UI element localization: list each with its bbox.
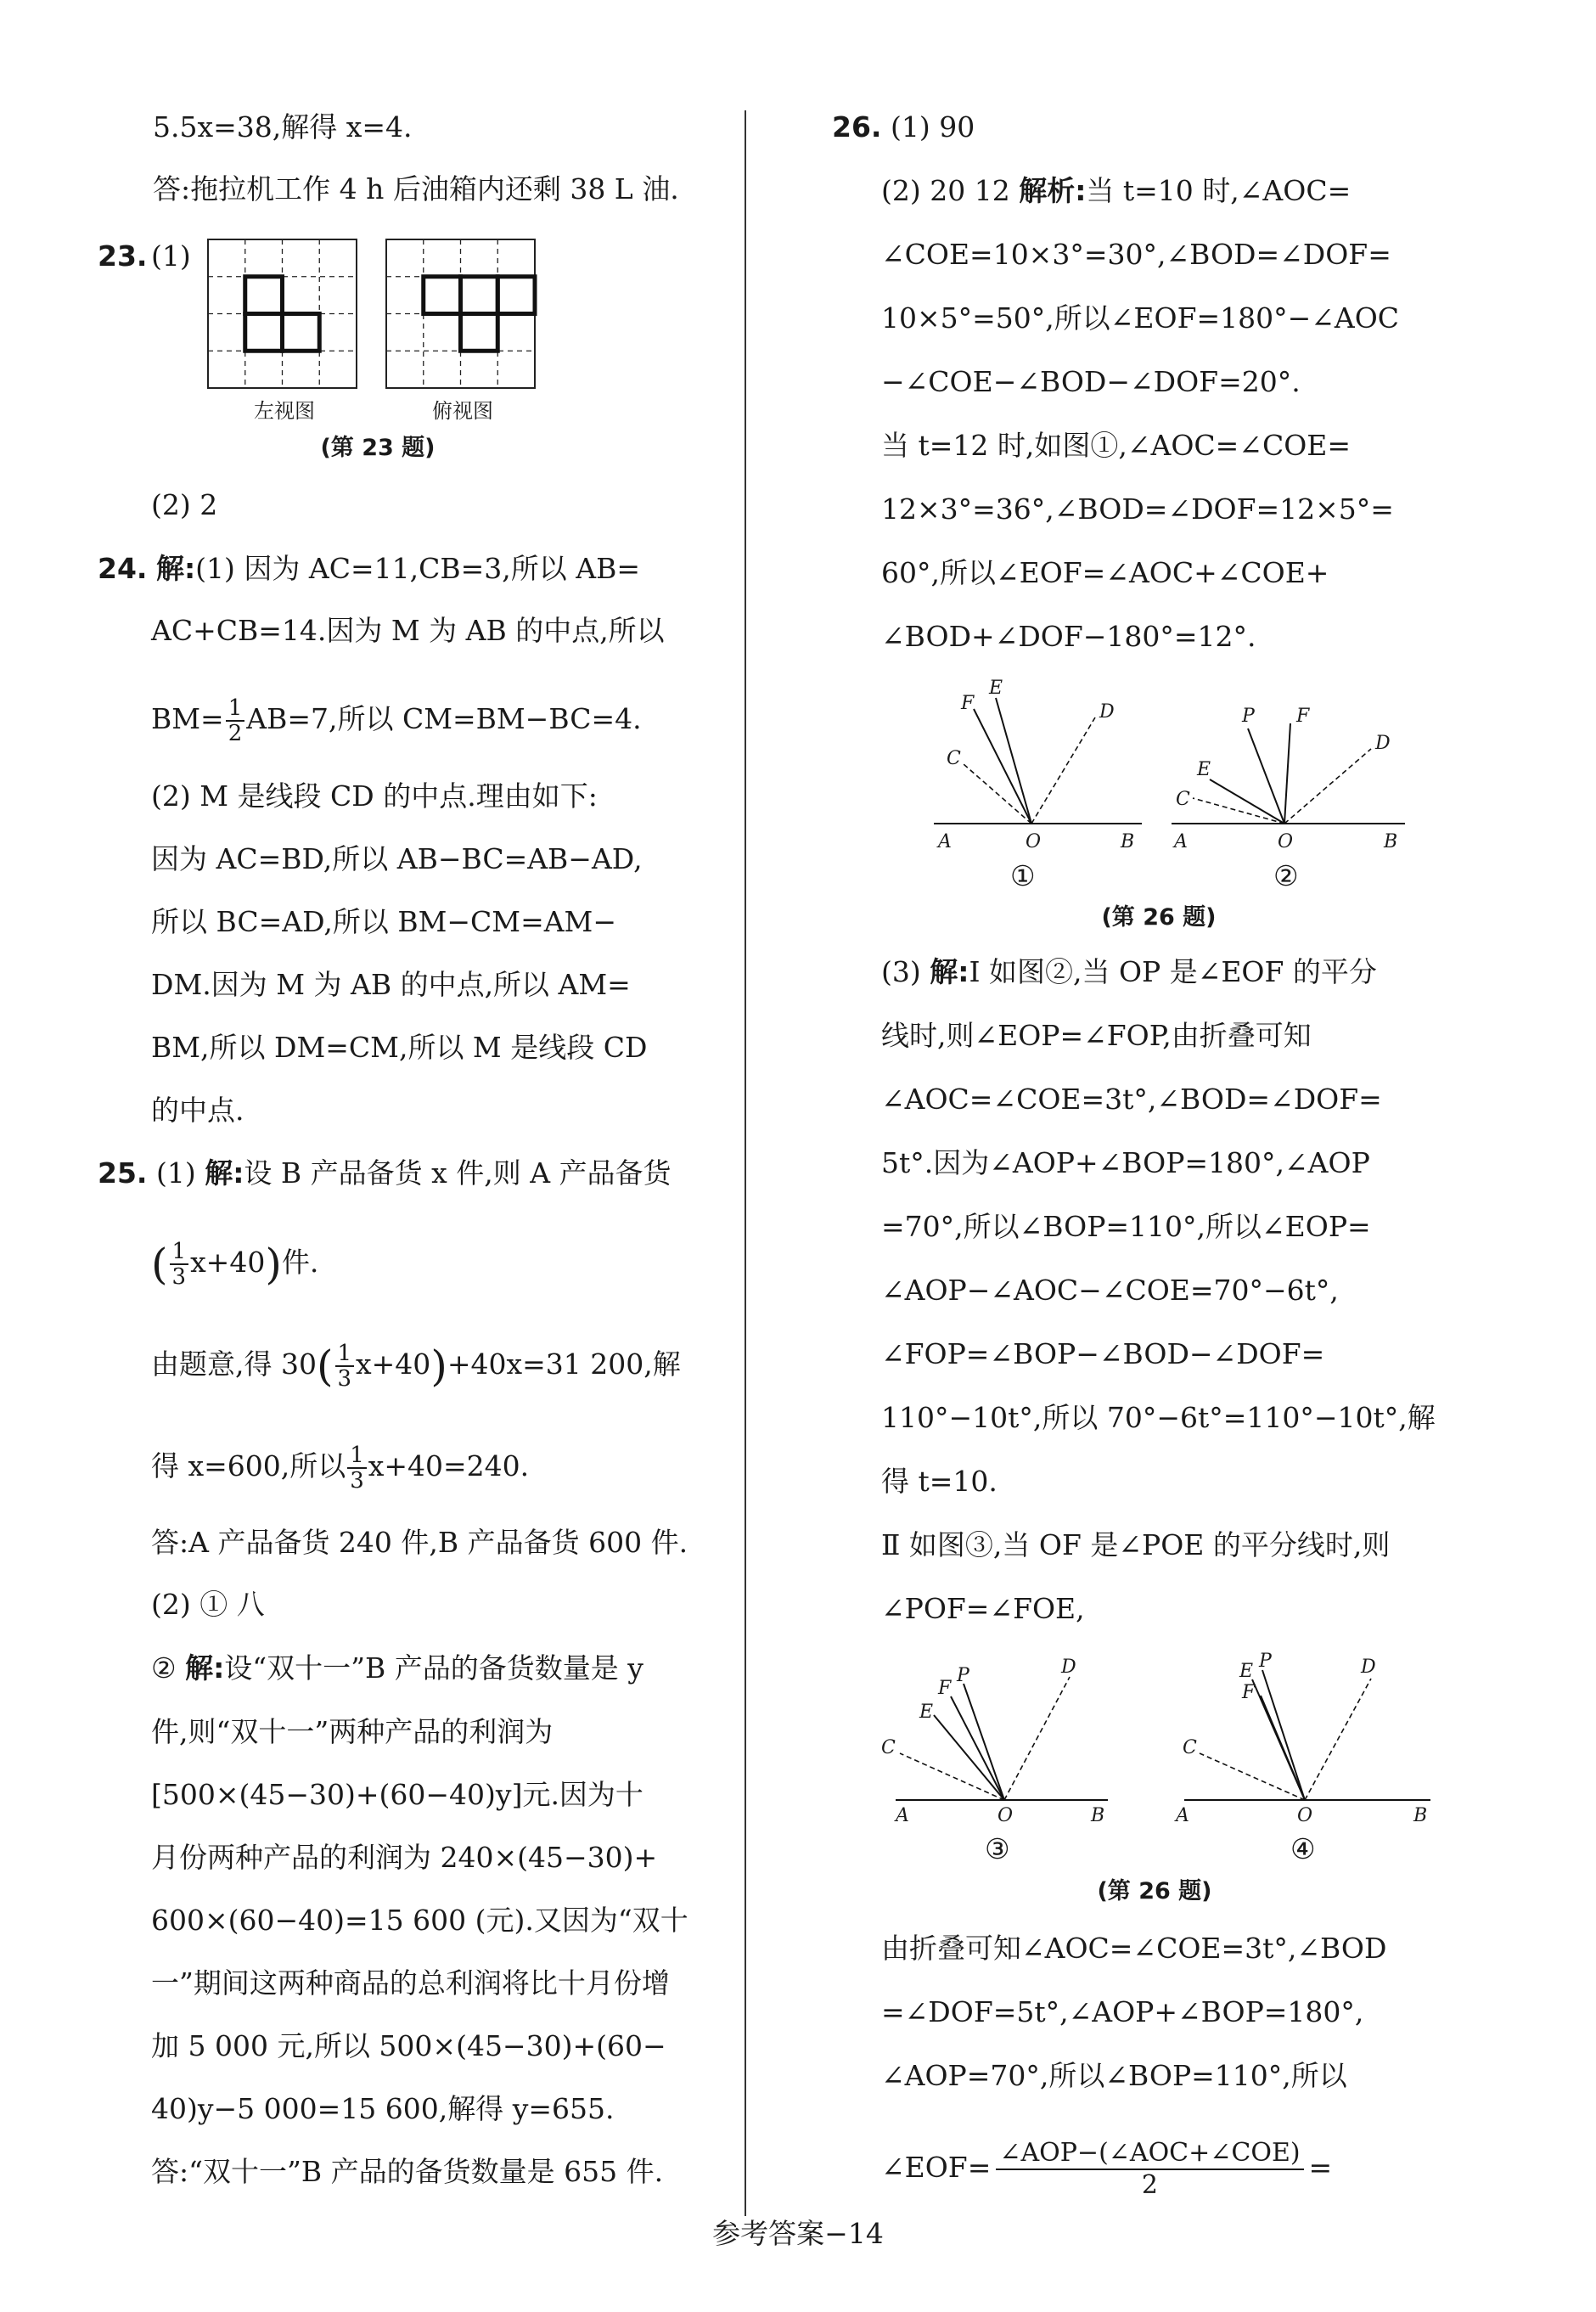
text-span: x+40 — [190, 1246, 266, 1279]
svg-text:P: P — [957, 1665, 969, 1686]
svg-text:E: E — [1197, 759, 1211, 780]
text-span: (1) 因为 AC=11,CB=3,所以 AB= — [195, 552, 640, 585]
svg-text:B: B — [1121, 831, 1135, 852]
text-span: 当 t=10 时,∠AOC= — [1086, 174, 1352, 207]
text-span: BM= — [151, 702, 224, 735]
text-line: [500×(45−30)+(60−40)y]元.因为十 — [151, 1778, 643, 1811]
text-line — [151, 1342, 681, 1391]
svg-text:O: O — [997, 1805, 1014, 1826]
text-line — [151, 696, 642, 745]
column-divider — [745, 110, 746, 2216]
text-line: ∠COE=10×3°=30°,∠BOD=∠DOF= — [881, 238, 1391, 271]
three-view-figure-left — [208, 239, 361, 392]
text-span: +40x=31 200,解 — [447, 1347, 681, 1381]
text-span: 设“双十一”B 产品的备货数量是 y — [224, 1651, 643, 1685]
svg-text:D: D — [1099, 701, 1115, 723]
svg-text:E: E — [1239, 1661, 1254, 1682]
svg-text:E: E — [989, 678, 1003, 699]
angle-figure-1 — [930, 679, 1150, 858]
text-line: 加 5 000 元,所以 500×(45−30)+(60− — [151, 2029, 666, 2062]
question-number: 23. — [98, 239, 148, 273]
angle-figure-3 — [879, 1651, 1133, 1830]
paren: ) — [265, 1240, 282, 1289]
text-line: 10×5°=50°,所以∠EOF=180°−∠AOC — [881, 301, 1400, 335]
svg-text:C: C — [881, 1737, 896, 1758]
text-line: 5t°.因为∠AOP+∠BOP=180°,∠AOP — [881, 1146, 1370, 1179]
text-line — [151, 1240, 318, 1289]
svg-text:B: B — [1413, 1805, 1428, 1826]
solution-label: 解: — [155, 552, 196, 585]
figure-caption: (第 26 题) — [1097, 1878, 1212, 1904]
svg-text:A: A — [1176, 1805, 1189, 1826]
text-line: =70°,所以∠BOP=110°,所以∠EOP= — [881, 1210, 1371, 1243]
figure-number: ① — [1010, 859, 1036, 892]
text-line: DM.因为 M 为 AB 的中点,所以 AM= — [151, 968, 631, 1001]
paren: ( — [316, 1342, 334, 1391]
svg-text:P: P — [1259, 1651, 1272, 1672]
text-line: 线时,则∠EOP=∠FOP,由折叠可知 — [881, 1019, 1312, 1052]
text-line — [98, 1156, 672, 1190]
fraction-numerator: 1 — [226, 696, 245, 722]
fraction-denominator: 2 — [1141, 2170, 1158, 2200]
text-line: 所以 BC=AD,所以 BM−CM=AM− — [151, 905, 616, 938]
paren: ( — [151, 1240, 168, 1289]
fraction-denominator: 2 — [228, 721, 243, 746]
text-line: 因为 AC=BD,所以 AB−BC=AB−AD, — [151, 842, 643, 875]
fraction-numerator: ∠AOP−(∠AOC+∠COE) — [996, 2138, 1303, 2170]
fraction-denominator: 3 — [337, 1366, 352, 1392]
fraction-denominator: 3 — [350, 1468, 364, 1494]
text-line: 5.5x=38,解得 x=4. — [153, 110, 413, 143]
text-span: Ⅰ 如图②,当 OP 是∠EOF 的平分 — [969, 955, 1377, 988]
text-span: 得 x=600,所以 — [151, 1449, 346, 1482]
svg-text:C: C — [1176, 789, 1190, 810]
text-span: 件. — [281, 1246, 319, 1279]
text-line: ∠FOP=∠BOP−∠BOD−∠DOF= — [881, 1337, 1325, 1370]
svg-text:F: F — [961, 693, 975, 714]
text-line: 得 t=10. — [881, 1465, 997, 1498]
svg-text:D: D — [1361, 1657, 1376, 1678]
text-line: 答:“双十一”B 产品的备货数量是 655 件. — [151, 2155, 664, 2188]
fraction-numerator: 1 — [347, 1443, 367, 1469]
angle-figure-4 — [1167, 1651, 1439, 1830]
analysis-label: 解析: — [1019, 174, 1087, 207]
text-line: 答:拖拉机工作 4 h 后油箱内还剩 38 L 油. — [153, 172, 679, 205]
svg-text:E: E — [919, 1702, 934, 1723]
text-line — [151, 1651, 643, 1685]
text-line: ∠AOP−∠AOC−∠COE=70°−6t°, — [881, 1274, 1339, 1307]
svg-text:O: O — [1297, 1805, 1313, 1826]
text-line: 110°−10t°,所以 70°−6t°=110°−10t°,解 — [881, 1401, 1436, 1434]
solution-label: 解: — [205, 1156, 244, 1190]
solution-label: 解: — [185, 1651, 225, 1685]
question-number: 25. — [98, 1156, 148, 1190]
svg-text:F: F — [938, 1678, 952, 1699]
text-span: x+40=240. — [368, 1449, 530, 1482]
svg-text:O: O — [1026, 831, 1042, 852]
svg-text:P: P — [1242, 706, 1255, 727]
question-number: 26. — [832, 110, 882, 143]
fraction — [226, 696, 245, 745]
svg-text:C: C — [1183, 1737, 1197, 1758]
text-line: 600×(60−40)=15 600 (元).又因为“双十 — [151, 1904, 688, 1937]
svg-text:A: A — [896, 1805, 909, 1826]
figure-label: 左视图 — [254, 399, 315, 423]
text-line — [881, 955, 1377, 989]
text-span: ∠EOF= — [881, 2151, 992, 2184]
figure-caption: (第 26 题) — [1101, 904, 1217, 931]
fraction — [996, 2138, 1303, 2201]
text-line: =∠DOF=5t°,∠AOP+∠BOP=180°, — [881, 1995, 1364, 2028]
figure-number: ④ — [1290, 1832, 1316, 1865]
figure-label: 俯视图 — [432, 399, 493, 423]
fraction — [347, 1443, 367, 1493]
svg-text:O: O — [1278, 831, 1294, 852]
text-line — [151, 1443, 529, 1493]
text-span: (2) 20 12 — [881, 174, 1020, 207]
text-line: AC+CB=14.因为 M 为 AB 的中点,所以 — [151, 614, 665, 647]
text-line — [881, 174, 1351, 208]
angle-figure-2 — [1167, 679, 1413, 858]
text-line: (2) 2 — [151, 488, 218, 521]
text-line: 60°,所以∠EOF=∠AOC+∠COE+ — [881, 556, 1329, 589]
figure-caption: (第 23 题) — [320, 435, 436, 461]
text-span: (3) — [881, 955, 930, 988]
text-line: 答:A 产品备货 240 件,B 产品备货 600 件. — [151, 1526, 688, 1559]
text-line: Ⅱ 如图③,当 OF 是∠POE 的平分线时,则 — [881, 1528, 1391, 1561]
svg-text:B: B — [1091, 1805, 1105, 1826]
text-line: 40)y−5 000=15 600,解得 y=655. — [151, 2092, 615, 2125]
text-line: (2) M 是线段 CD 的中点.理由如下: — [151, 779, 598, 813]
svg-text:D: D — [1375, 733, 1391, 754]
svg-text:A: A — [1174, 831, 1188, 852]
page-footer: 参考答案−14 — [712, 2217, 884, 2250]
text-span: 由题意,得 30 — [151, 1347, 317, 1381]
text-line: 的中点. — [151, 1094, 244, 1127]
text-span: x+40 — [356, 1347, 431, 1381]
svg-text:A: A — [938, 831, 952, 852]
text-line — [881, 2138, 1332, 2201]
svg-text:F: F — [1242, 1682, 1256, 1703]
text-line: 一”期间这两种商品的总利润将比十月份增 — [151, 1966, 670, 2000]
text-line: ∠AOP=70°,所以∠BOP=110°,所以 — [881, 2059, 1347, 2092]
fraction — [335, 1342, 355, 1391]
text-line: 12×3°=36°,∠BOD=∠DOF=12×5°= — [881, 492, 1394, 526]
question-number: 24. — [98, 552, 148, 585]
text-span: (1) 90 — [890, 110, 975, 143]
fraction — [170, 1240, 189, 1289]
text-span: = — [1308, 2151, 1333, 2184]
text-line — [98, 552, 640, 586]
figure-number: ③ — [985, 1832, 1010, 1865]
text-line: ∠BOD+∠DOF−180°=12°. — [881, 620, 1256, 653]
text-line: 件,则“双十一”两种产品的利润为 — [151, 1715, 554, 1748]
svg-text:C: C — [947, 748, 961, 769]
part-label: (1) — [155, 1156, 196, 1190]
text-line: 月份两种产品的利润为 240×(45−30)+ — [151, 1841, 658, 1874]
text-line: 当 t=12 时,如图①,∠AOC=∠COE= — [881, 429, 1351, 462]
fraction-denominator: 3 — [171, 1264, 187, 1290]
text-line: 由折叠可知∠AOC=∠COE=3t°,∠BOD — [881, 1932, 1387, 1965]
fraction-numerator: 1 — [335, 1342, 355, 1367]
solution-label: 解: — [930, 955, 969, 988]
text-line: (2) ① 八 — [151, 1588, 265, 1621]
svg-text:D: D — [1061, 1657, 1076, 1678]
text-span: AB=7,所以 CM=BM−BC=4. — [246, 702, 642, 735]
paren: ) — [430, 1342, 447, 1391]
three-view-figure-top — [386, 239, 539, 392]
svg-text:B: B — [1384, 831, 1398, 852]
text-span: ② — [151, 1651, 186, 1685]
text-line — [832, 110, 975, 144]
figure-number: ② — [1273, 859, 1299, 892]
text-line: BM,所以 DM=CM,所以 M 是线段 CD — [151, 1031, 648, 1064]
text-line: −∠COE−∠BOD−∠DOF=20°. — [881, 365, 1301, 398]
fraction-numerator: 1 — [170, 1240, 189, 1265]
part-label: (1) — [151, 239, 191, 273]
text-span: 设 B 产品备货 x 件,则 A 产品备货 — [244, 1156, 672, 1190]
text-line: ∠AOC=∠COE=3t°,∠BOD=∠DOF= — [881, 1083, 1382, 1116]
svg-text:F: F — [1296, 706, 1310, 727]
text-line: ∠POF=∠FOE, — [881, 1592, 1085, 1625]
